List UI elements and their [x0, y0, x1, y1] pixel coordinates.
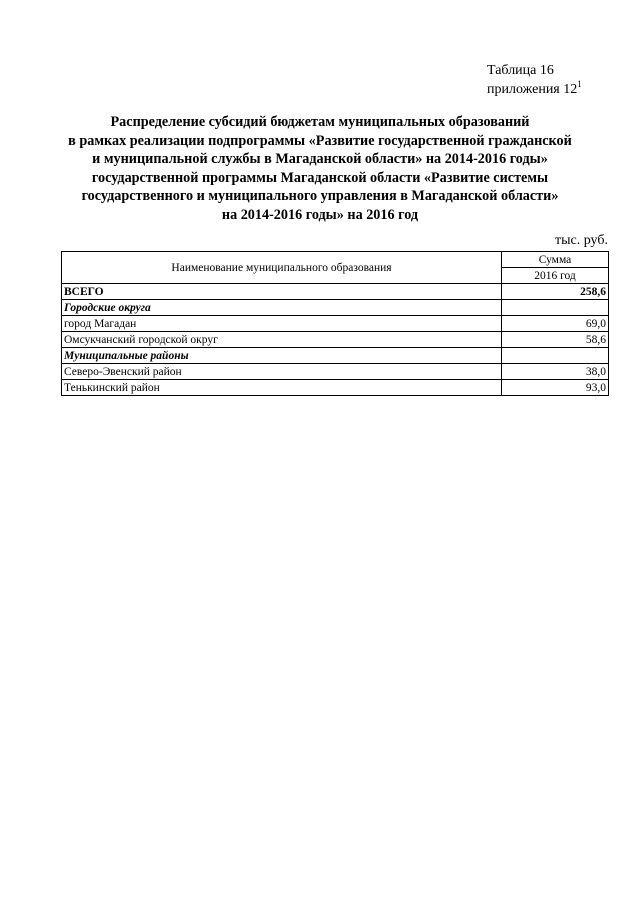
row-value: 69,0 [502, 316, 609, 332]
appendix-superscript: 1 [577, 79, 582, 89]
table-header-row [62, 252, 609, 268]
group-value [502, 300, 609, 316]
title-line: в рамках реализации подпрограммы «Развитие государственной гражданской [68, 132, 572, 149]
document-title [40, 113, 600, 225]
row-value: 38,0 [502, 364, 609, 380]
row-name: Северо-Эвенский район [62, 364, 502, 380]
table-number: Таблица 16 [487, 63, 554, 78]
column-header-year: 2016 год [502, 268, 609, 284]
title-line: Распределение субсидий бюджетам муниципальных образований [110, 114, 530, 130]
group-row [62, 300, 609, 316]
title-line: государственной программы Магаданской области «Развитие системы [91, 169, 549, 186]
title-line: государственного и муниципального управления в Магаданской области» [81, 188, 559, 205]
total-value: 258,6 [502, 284, 609, 300]
title-line: и муниципальной службы в Магаданской области» на 2014-2016 годы» [92, 151, 548, 168]
row-name: Тенькинский район [62, 380, 502, 396]
table-row [62, 364, 609, 380]
subsidy-table [61, 251, 609, 396]
group-value [502, 348, 609, 364]
appendix-label: приложения 12 [487, 82, 578, 97]
group-label: Муниципальные районы [62, 348, 502, 364]
table-row [62, 332, 609, 348]
row-value: 58,6 [502, 332, 609, 348]
row-value: 93,0 [502, 380, 609, 396]
row-name: город Магадан [62, 316, 502, 332]
total-row [62, 284, 609, 300]
group-label: Городские округа [62, 300, 502, 316]
appendix-reference [487, 80, 582, 99]
row-name: Омсукчанский городской округ [62, 332, 502, 348]
table-reference [487, 61, 582, 99]
total-label: ВСЕГО [62, 284, 502, 300]
table-row [62, 316, 609, 332]
column-header-name: Наименование муниципального образования [62, 252, 502, 284]
table-row [62, 380, 609, 396]
units-label: тыс. руб. [555, 233, 608, 248]
column-header-sum: Сумма [502, 252, 609, 268]
title-line: на 2014-2016 годы» на 2016 год [221, 206, 419, 223]
group-row [62, 348, 609, 364]
